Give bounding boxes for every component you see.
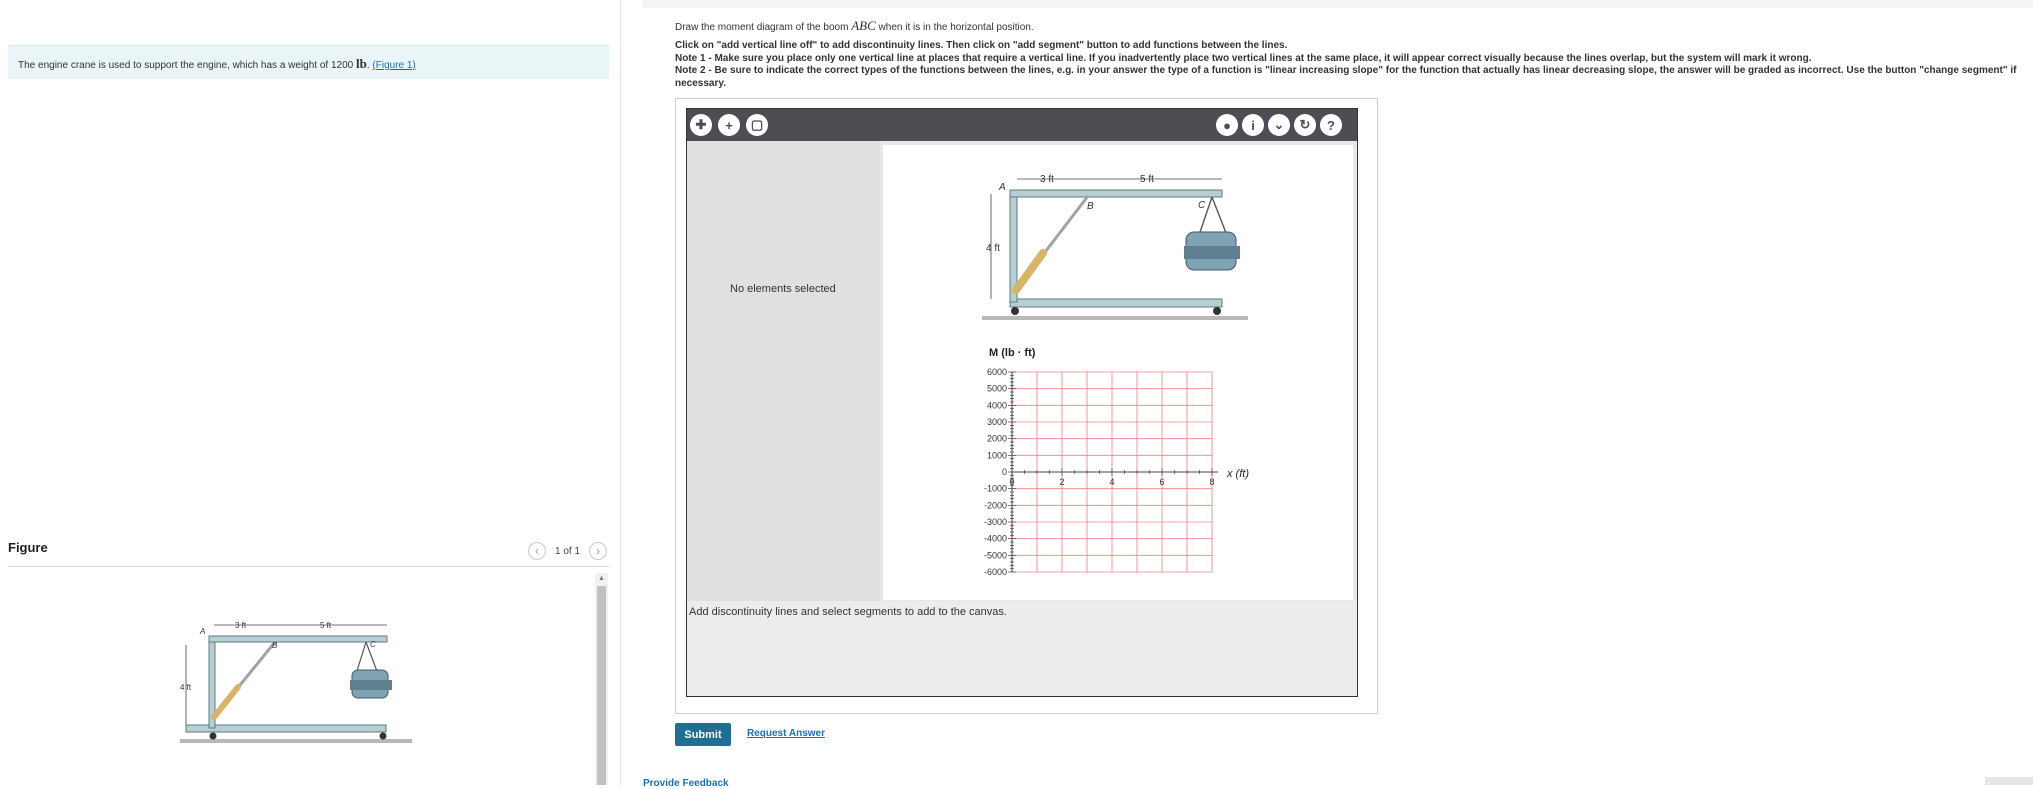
wheel-left <box>210 733 217 740</box>
x-tick-label: 2 <box>1059 477 1065 487</box>
no-elements-text: No elements selected <box>730 283 836 295</box>
height-dim-label: 4 ft <box>986 243 1000 254</box>
ground-line <box>180 739 412 743</box>
provide-feedback-link[interactable]: Provide Feedback <box>643 778 729 789</box>
help-button[interactable] <box>1320 114 1342 136</box>
column-divider <box>620 0 621 785</box>
hint-bulb-icon: ● <box>1223 117 1231 133</box>
top-strip <box>642 0 2033 8</box>
x-tick-label: 0 <box>1009 477 1015 487</box>
weight-unit: lb <box>356 56 367 71</box>
figure-pagination: 1 of 1 <box>555 546 581 557</box>
instruction-line: Click on "add vertical line off" to add discontinuity lines. Then click on "add segment" button to add functions between the lines. <box>675 40 1288 51</box>
question-text-after: when it is in the horizontal position. <box>875 22 1034 33</box>
prev-figure-button[interactable] <box>528 542 546 560</box>
height-dim-label: 4 ft <box>180 683 192 692</box>
point-c-label: C <box>1198 200 1206 211</box>
figure-heading: Figure <box>8 540 48 555</box>
dim-ab-label: 3 ft <box>1040 174 1054 185</box>
y-tick-label: 4000 <box>986 400 1007 411</box>
point-c-label: C <box>370 640 376 649</box>
crane-drawing <box>180 621 412 743</box>
help-icon: ? <box>1327 117 1335 133</box>
add-vertical-line-button[interactable] <box>690 114 712 136</box>
crane-drawing-large <box>982 174 1248 320</box>
dim-bc-label: 5 ft <box>1140 174 1154 185</box>
y-tick-label: 0 <box>1001 467 1007 477</box>
reset-icon: ↻ <box>1299 117 1311 132</box>
x-tick-label: 6 <box>1159 477 1165 487</box>
problem-text-before: The engine crane is used to support the engine, which has a weight of 1200 <box>18 60 357 71</box>
x-tick-label: 8 <box>1209 477 1215 487</box>
moment-diagram-chart[interactable] <box>975 340 1275 580</box>
x-tick-label: 4 <box>1109 477 1115 487</box>
instruction-note-2: Note 2 - Be sure to indicate the correct types of the functions between the lines, e.g. in your answer the type of a function is "linear increasing slope" for the function that actually has linear decreasing slope, the answer will be graded as incorrect. Use the button "change segment" if necessary. <box>675 65 2017 89</box>
point-b-label: B <box>272 641 278 650</box>
question-math: ABC <box>851 18 876 33</box>
y-tick-label: -2000 <box>983 500 1007 511</box>
y-tick-label: 2000 <box>986 433 1007 444</box>
engine-detail <box>1184 246 1240 259</box>
wheel-left <box>1011 307 1019 315</box>
chevron-down-icon: ⌄ <box>1273 117 1285 132</box>
info-button[interactable] <box>1242 114 1264 136</box>
y-tick-label: -5000 <box>983 550 1007 561</box>
y-tick-label: -1000 <box>983 483 1007 494</box>
problem-text-after: . <box>366 60 373 71</box>
question-text <box>675 18 1034 34</box>
wheel-right <box>380 733 387 740</box>
add-segment-icon: + <box>725 117 733 133</box>
properties-panel <box>687 141 880 601</box>
request-answer-link[interactable]: Request Answer <box>747 728 825 739</box>
y-tick-label: 1000 <box>986 450 1007 461</box>
corner-strip <box>1985 777 2033 785</box>
chart-axes <box>1008 372 1218 572</box>
crane-figure-thumbnail <box>180 612 420 746</box>
crane-figure <box>980 168 1250 328</box>
instructions <box>675 40 2020 90</box>
scrollbar-thumb[interactable] <box>597 586 606 785</box>
hydraulic-cylinder <box>1016 253 1043 290</box>
ground-line <box>982 316 1248 320</box>
problem-statement <box>18 56 416 72</box>
figure-link[interactable]: (Figure 1) <box>372 60 416 71</box>
dim-ab-label: 3 ft <box>235 621 247 630</box>
base-beam <box>1010 299 1222 307</box>
point-a-label: A <box>200 627 206 636</box>
add-vertical-line-icon: ✚ <box>695 117 707 132</box>
submit-button[interactable]: Submit <box>675 723 731 746</box>
y-axis-label: M (lb · ft) <box>989 347 1036 359</box>
question-text-before: Draw the moment diagram of the boom <box>675 22 852 33</box>
y-tick-label: 3000 <box>986 417 1007 427</box>
more-options-button[interactable] <box>1268 114 1290 136</box>
hint-button[interactable] <box>1216 114 1238 136</box>
info-icon: i <box>1251 117 1255 133</box>
boom-abc <box>1010 190 1222 197</box>
base-beam <box>186 725 386 732</box>
status-message: Add discontinuity lines and select segments to add to the canvas. <box>689 606 1007 618</box>
figure-divider <box>8 566 609 567</box>
dim-bc-label: 5 ft <box>320 621 332 630</box>
y-tick-label: 6000 <box>986 367 1007 377</box>
y-tick-label: -4000 <box>983 533 1007 544</box>
reset-button[interactable] <box>1294 114 1316 136</box>
add-segment-button[interactable] <box>718 114 740 136</box>
point-b-label: B <box>1087 201 1094 212</box>
x-tick-labels <box>1009 477 1214 487</box>
wheel-right <box>1213 307 1221 315</box>
point-a-label: A <box>999 182 1006 193</box>
next-figure-button[interactable] <box>589 542 607 560</box>
chevron-left-icon: ‹ <box>535 544 539 558</box>
y-tick-label: -3000 <box>983 517 1007 527</box>
trash-icon: ▢ <box>750 117 764 132</box>
engine-detail <box>350 680 392 690</box>
chevron-right-icon: › <box>596 544 600 558</box>
boom-abc <box>209 636 387 642</box>
y-tick-label: -6000 <box>983 567 1007 577</box>
instruction-note-1: Note 1 - Make sure you place only one vertical line at places that require a vertical line. If you inadvertently place two vertical lines at the same place, it will appear correct visually because the lines overlap, but the system will mark it wrong. <box>675 52 1812 64</box>
x-axis-label: x (ft) <box>1227 468 1249 480</box>
y-tick-labels <box>984 367 1007 577</box>
delete-button[interactable] <box>746 114 768 136</box>
scroll-up-arrow-icon[interactable]: ▲ <box>598 575 605 582</box>
hydraulic-cylinder <box>214 687 238 717</box>
y-tick-label: 5000 <box>986 383 1007 394</box>
